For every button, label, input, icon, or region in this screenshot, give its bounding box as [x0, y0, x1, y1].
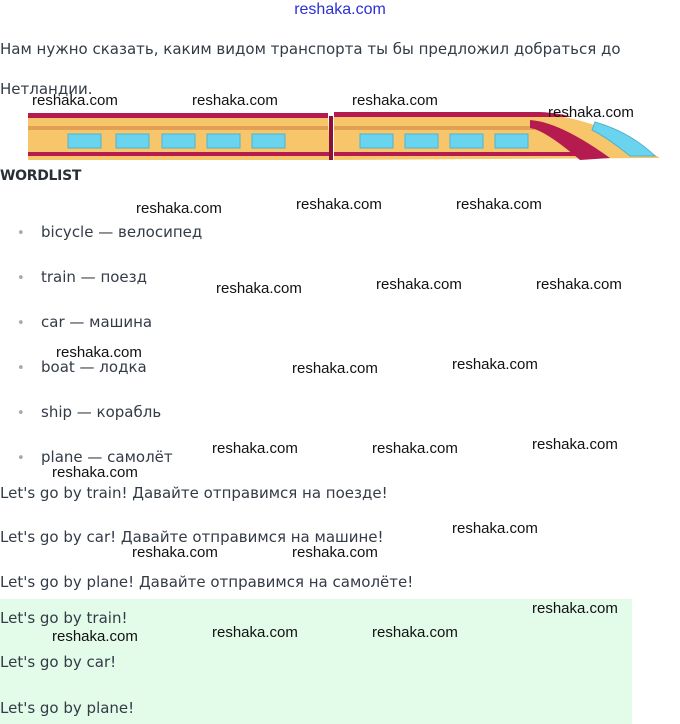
watermark: reshaka.com	[292, 544, 378, 561]
train-car-2-roof	[334, 112, 572, 117]
list-item	[17, 312, 152, 332]
watermark: reshaka.com	[212, 624, 298, 641]
bullet-icon: •	[17, 451, 25, 466]
train-window	[495, 134, 528, 148]
list-item	[17, 222, 202, 242]
watermark: reshaka.com	[32, 92, 118, 109]
train-coupling	[329, 116, 333, 160]
train-window	[405, 134, 438, 148]
bullet-icon: •	[17, 406, 25, 421]
list-item-text: boat — лодка	[41, 358, 147, 376]
watermark: reshaka.com	[548, 104, 634, 121]
site-header-link[interactable]: reshaka.com	[294, 1, 386, 18]
example-phrase: Let's go by plane! Давайте отправимся на самолёте!	[0, 573, 414, 591]
watermark: reshaka.com	[132, 544, 218, 561]
watermark: reshaka.com	[216, 280, 302, 297]
intro-text: Нам нужно сказать, каким видом транспорта ты бы предложил добраться до Нетландии.	[0, 40, 621, 98]
example-phrase: Let's go by car! Давайте отправимся на машине!	[0, 528, 384, 546]
list-item-text: car — машина	[41, 313, 153, 331]
example-phrase: Let's go by train! Давайте отправимся на поезде!	[0, 484, 388, 502]
watermark: reshaka.com	[136, 200, 222, 217]
train-window	[360, 134, 393, 148]
watermark: reshaka.com	[532, 436, 618, 453]
list-item-text: train — поезд	[41, 268, 148, 286]
list-item-text: ship — корабль	[41, 403, 162, 421]
train-car-1-stripe	[28, 126, 328, 130]
train-window	[207, 134, 240, 148]
watermark: reshaka.com	[372, 440, 458, 457]
list-item	[17, 267, 147, 287]
list-item-text: plane — самолёт	[41, 448, 173, 466]
watermark: reshaka.com	[212, 440, 298, 457]
train-window	[450, 134, 483, 148]
bullet-icon: •	[17, 271, 25, 286]
train-window	[252, 134, 285, 148]
watermark: reshaka.com	[296, 196, 382, 213]
train-window	[162, 134, 195, 148]
watermark: reshaka.com	[452, 356, 538, 373]
train-car-1-roof	[28, 113, 328, 118]
train-car-2-stripe	[334, 126, 534, 130]
watermark: reshaka.com	[192, 92, 278, 109]
watermark: reshaka.com	[536, 276, 622, 293]
watermark: reshaka.com	[52, 464, 138, 481]
train-car-2-bottom-stripe	[334, 152, 594, 156]
watermark: reshaka.com	[372, 624, 458, 641]
train-window	[116, 134, 149, 148]
bullet-icon: •	[17, 226, 25, 241]
bullet-icon: •	[17, 316, 25, 331]
bullet-icon: •	[17, 361, 25, 376]
watermark: reshaka.com	[56, 344, 142, 361]
wordlist-title: WORDLIST	[0, 168, 82, 184]
train-car-1-bottom-stripe	[28, 152, 330, 156]
answer-line: Let's go by train!	[0, 609, 128, 627]
watermark: reshaka.com	[352, 92, 438, 109]
watermark: reshaka.com	[376, 276, 462, 293]
watermark: reshaka.com	[452, 520, 538, 537]
list-item	[17, 402, 161, 422]
train-window	[68, 134, 101, 148]
answer-line: Let's go by plane!	[0, 699, 135, 717]
watermark: reshaka.com	[532, 600, 618, 617]
answer-line: Let's go by car!	[0, 653, 117, 671]
watermark: reshaka.com	[52, 628, 138, 645]
watermark: reshaka.com	[292, 360, 378, 377]
watermark: reshaka.com	[456, 196, 542, 213]
list-item-text: bicycle — велосипед	[41, 223, 203, 241]
